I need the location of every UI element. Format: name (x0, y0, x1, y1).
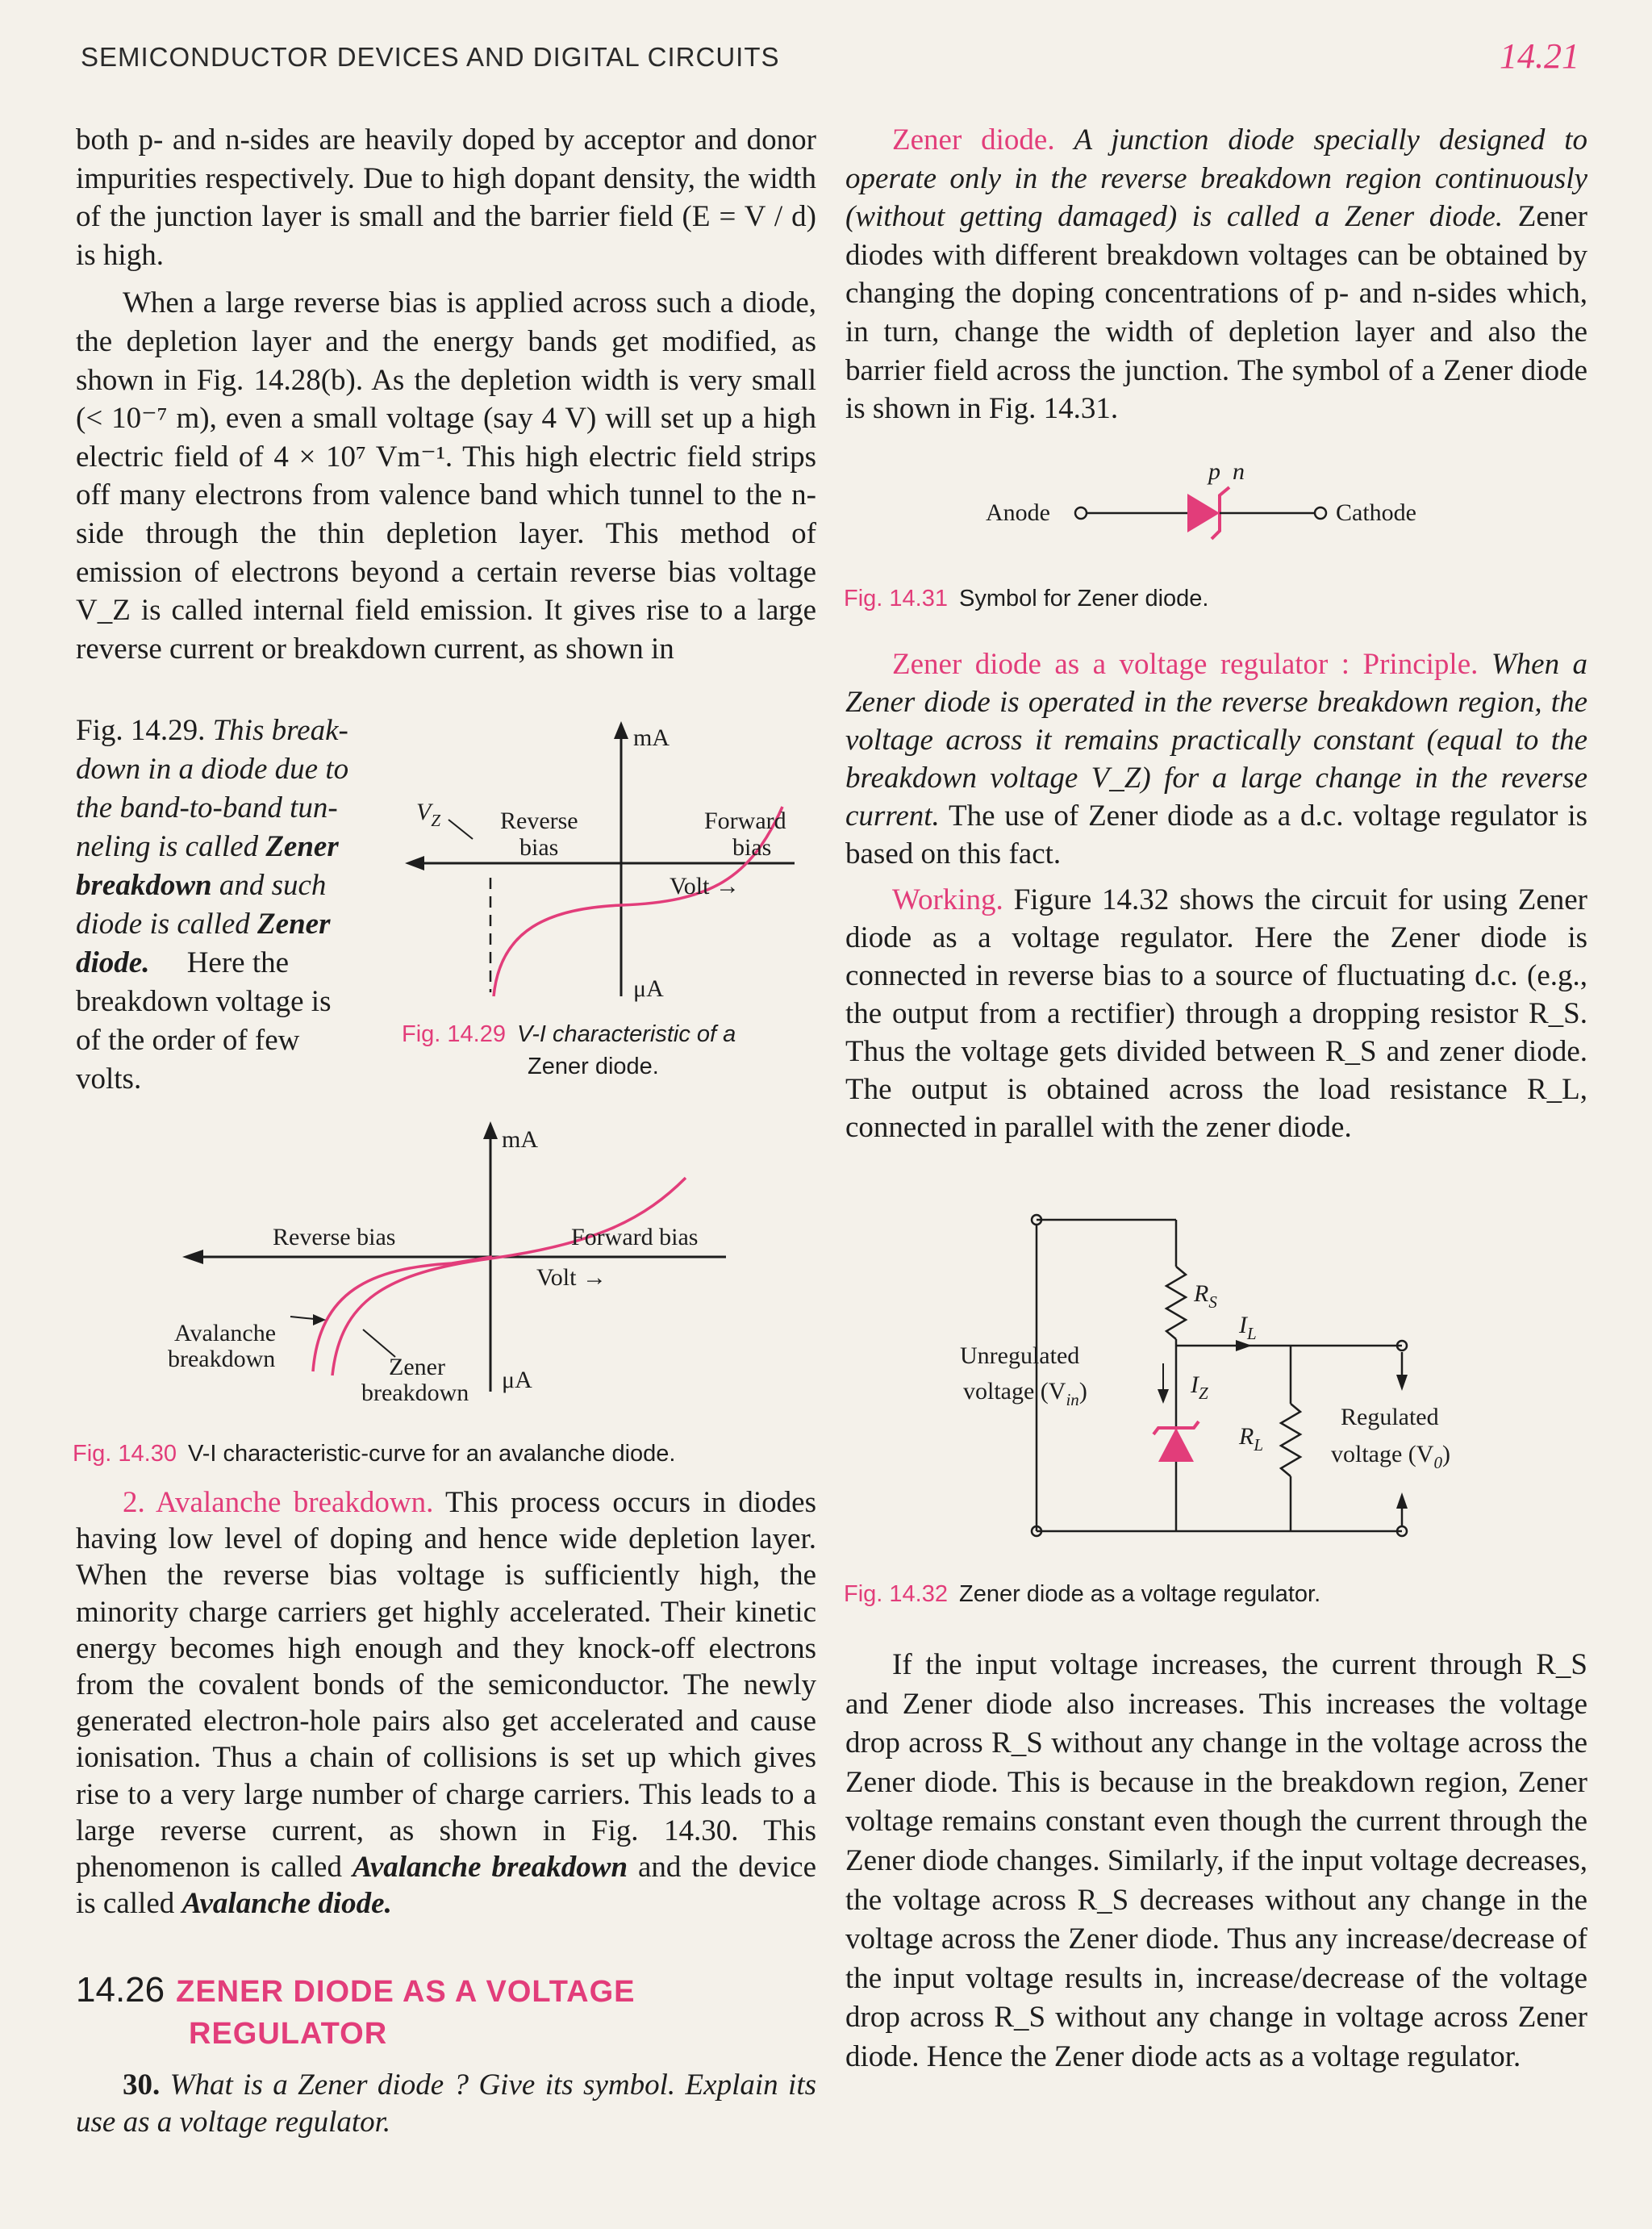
regulator-principle-paragraph (845, 645, 1587, 1146)
p-label: p (1208, 458, 1220, 485)
def-term: diode. (76, 946, 150, 979)
question-text: What is a Zener diode ? Give its symbol. Explain its use as a voltage regulator. (76, 2068, 816, 2139)
il-label: $I_L$ (1239, 1312, 1257, 1343)
zener-diode-triangle (1158, 1428, 1194, 1462)
def-line: volts. (76, 1062, 142, 1096)
ma-label: mA (502, 1126, 538, 1153)
working-heading: Working. (892, 883, 1003, 916)
paragraph-heavily-doped: both p- and n-sides are heavily doped by acceptor and donor impurities respectively. Due to high dopant density, the width of the junction layer is small and the barrier field (E = V / d) is high. (76, 123, 816, 272)
avalanche-paragraph (76, 1484, 816, 1922)
forward-bias-label: bias (732, 834, 772, 861)
page-number: 14.21 (1500, 36, 1579, 76)
def-line: the band-to-band tun- (76, 791, 338, 824)
avalanche-heading: 2. Avalanche breakdown. (123, 1486, 434, 1519)
section-heading (76, 1970, 636, 2010)
working-text: Figure 14.32 shows the circuit for using Zener diode as a voltage regulator. Here the Zener diode is connected in reverse bias to a source of fluctuating d.c. (e.g., the output from a rectifier) through a dropping resistor R_S. Thus the voltage gets divided between R_S and zener diode. The output is obtained across the load resistance R_L, connected in parallel with the zener diode. (845, 883, 1588, 1144)
rs-resistor (1166, 1267, 1186, 1339)
anode-terminal (1075, 507, 1087, 519)
forward-bias-label: Forward bias (571, 1224, 699, 1250)
caption-text: V-I characteristic of a (516, 1021, 736, 1047)
avalanche-term-1: Avalanche breakdown (352, 1851, 628, 1885)
reverse-bias-label: bias (519, 834, 559, 861)
regulator-explanation-paragraph (845, 1646, 1587, 2077)
zener-text: Zener diodes with different breakdown voltages can be obtained by changing the doping concentrations of p- and n-sides which, in turn, change the width of depletion layer and also the barrier field across the junction. The symbol of a Zener diode is shown in Fig. 14.31. (845, 200, 1588, 426)
y-axis-arrow (614, 721, 628, 739)
principle-text-2: The use of Zener diode as a d.c. voltage regulator is based on this fact. (845, 799, 1587, 870)
section-title: ZENER DIODE AS A VOLTAGE (176, 1975, 636, 2009)
ua-label: μA (502, 1367, 532, 1393)
vz-pointer (448, 820, 473, 839)
rl-resistor (1281, 1404, 1300, 1476)
zener-curve (332, 1178, 686, 1375)
anode-label: Anode (986, 499, 1050, 526)
def-term: breakdown (76, 869, 212, 902)
figure-14-32-caption (844, 1578, 1586, 1610)
zener-definition: A junction diode specially designed to operate only in the reverse breakdown region continuously (without getting damaged) is called a Zener diode. (845, 123, 1587, 234)
regulated-label: Regulated (1341, 1404, 1439, 1430)
zener-heading: Zener diode. (892, 123, 1055, 157)
forward-label: Forward (704, 808, 786, 834)
avalanche-text-mid: and the device is called (76, 1851, 817, 1921)
final-text: If the input voltage increases, the current through R_S and Zener diode also increases. This increases the voltage drop across R_S without any change in the voltage across the Zener diode. This is because in the breakdown region, Zener voltage remains constant even though the current through the Zener diode changes. Similarly, if the input voltage decreases, the voltage across R_S decreases without any change in the voltage across the Zener diode. Thus any increase/decrease of the input voltage results in, increase/decrease of the voltage drop across R_S without any change in voltage across Zener diode. Hence the Zener diode acts as a voltage regulator. (845, 1648, 1587, 2073)
figure-number: Fig. 14.29 (402, 1021, 506, 1047)
n-label: n (1233, 458, 1245, 485)
zener-pointer (363, 1329, 395, 1357)
volt-label: Volt → (536, 1264, 607, 1291)
figure-number: Fig. 14.30 (73, 1441, 177, 1467)
ma-label: mA (633, 724, 670, 751)
zener-breakdown-label: breakdown (361, 1380, 469, 1406)
avalanche-breakdown-label: breakdown (168, 1346, 276, 1372)
fig-ref: Fig. 14.29. (76, 714, 206, 747)
y-axis-arrow (483, 1121, 498, 1139)
def-line: down in a diode due to (76, 753, 349, 786)
volt-label: Volt → (670, 873, 740, 900)
figure-number: Fig. 14.31 (844, 586, 948, 612)
diode-triangle (1187, 494, 1220, 532)
rl-label: $R_L$ (1239, 1423, 1264, 1455)
ua-label: μA (633, 975, 664, 1002)
reverse-label: Reverse (500, 808, 578, 834)
figure-14-30-avalanche-characteristic (129, 1113, 742, 1420)
x-axis-arrow (405, 856, 424, 870)
avalanche-term-2: Avalanche diode. (181, 1887, 392, 1921)
avalanche-label: Avalanche (174, 1320, 277, 1346)
caption-text: V-I characteristic-curve for an avalanche diode. (187, 1441, 676, 1467)
zener-breakdown-definition (76, 712, 374, 1099)
question-number: 30. (123, 2068, 161, 2102)
def-line: neling is called (76, 830, 259, 863)
def-line: and such (219, 869, 327, 902)
iz-arrow-head (1158, 1389, 1169, 1404)
iz-label: $I_Z$ (1191, 1371, 1208, 1403)
cathode-terminal (1315, 507, 1326, 519)
def-term: Zener (265, 830, 339, 863)
figure-14-32-regulator-circuit (952, 1202, 1516, 1557)
figure-14-30-caption (73, 1438, 823, 1470)
unregulated-label: Unregulated (960, 1342, 1080, 1369)
principle-text: When a Zener diode is operated in the reverse breakdown region, the voltage across it remains practically constant (equal to the breakdown voltage V_Z) for a large change in the reverse current. (845, 648, 1588, 833)
unregulated-voltage-label: voltage $(V_{in})$ (963, 1378, 1087, 1409)
figure-number: Fig. 14.32 (844, 1581, 948, 1607)
def-line: breakdown voltage is (76, 985, 332, 1018)
def-line: diode is called (76, 908, 250, 941)
zener-label: Zener (389, 1354, 445, 1380)
zener-diode-paragraph (845, 121, 1587, 428)
def-line: of the order of few (76, 1024, 300, 1057)
def-line: Here the (186, 946, 290, 979)
figure-14-29-caption (402, 1018, 821, 1083)
caption-text: Zener diode as a voltage regulator. (958, 1581, 1321, 1607)
cathode-label: Cathode (1336, 499, 1416, 526)
principle-heading: Zener diode as a voltage regulator : Principle. (892, 648, 1479, 681)
figure-14-31-zener-symbol (976, 452, 1476, 549)
section-number: 14.26 (76, 1970, 165, 2010)
chapter-header: SEMICONDUCTOR DEVICES AND DIGITAL CIRCUITS (81, 42, 780, 72)
left-column-top (76, 121, 816, 668)
def-line: This break- (212, 714, 348, 747)
def-term: Zener (257, 908, 331, 941)
output-arrow-top (1396, 1375, 1408, 1391)
figure-14-31-caption (844, 582, 1586, 615)
figure-14-29-vi-characteristic (387, 718, 823, 1008)
caption-text: Zener diode. (528, 1054, 659, 1079)
question-30 (76, 2067, 816, 2141)
caption-text: Symbol for Zener diode. (958, 586, 1209, 612)
vz-label: $V_Z$ (416, 799, 441, 830)
reverse-bias-label: Reverse bias (273, 1224, 396, 1250)
rs-label: $R_S$ (1194, 1280, 1217, 1312)
paragraph-reverse-bias: When a large reverse bias is applied across such a diode, the depletion layer and the energy bands get modified, as shown in Fig. 14.28(b). As the depletion width is very small (< 10⁻⁷ m), even a small voltage (say 4 V) will set up a high electric field of 4 × 10⁷ Vm⁻¹. This high electric field strips off many electrons from valence band which tunnel to the n-side through the thin depletion layer. This method of emission of electrons beyond a certain reverse bias voltage V_Z is called internal field emission. It gives rise to a large reverse current or breakdown current, as shown in (76, 286, 816, 666)
x-axis-arrow (182, 1250, 203, 1264)
avalanche-text: This process occurs in diodes having low level of doping and hence wide depletion layer. When the reverse bias voltage is sufficiently high, the minority charge carriers get highly accelerated. Their kinetic energy becomes high enough and they knock-off electrons from the covalent bonds of the semiconductor. The newly generated electron-hole pairs also get accelerated and cause ionisation. Thus a chain of collisions is set up which gives rise to a very large number of charge carriers. This leads to a large reverse current, as shown in Fig. 14.30. This phenomenon is called (76, 1486, 816, 1885)
output-arrow-bottom (1396, 1492, 1408, 1509)
regulated-voltage-label: voltage $(V_0)$ (1331, 1441, 1450, 1472)
section-title-line-2: REGULATOR (189, 2017, 388, 2051)
